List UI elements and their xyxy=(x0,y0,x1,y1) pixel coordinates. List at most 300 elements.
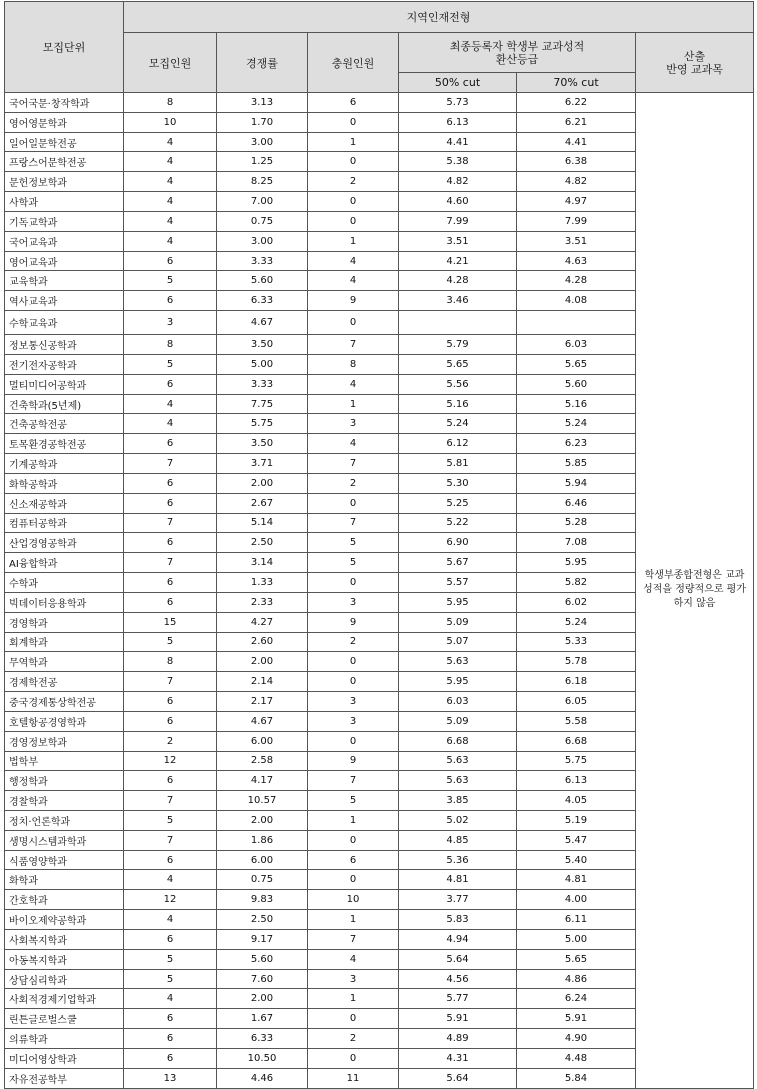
competition-cell: 5.00 xyxy=(217,354,308,374)
cut70-cell: 6.21 xyxy=(517,112,636,132)
cut50-cell: 6.13 xyxy=(399,112,517,132)
cut50-cell: 5.57 xyxy=(399,573,517,593)
recruit-cell: 6 xyxy=(124,929,217,949)
cut70-cell: 5.65 xyxy=(517,354,636,374)
dept-cell: 화학공학과 xyxy=(5,473,124,493)
cut70-cell: 5.24 xyxy=(517,414,636,434)
competition-cell: 3.50 xyxy=(217,434,308,454)
additional-cell: 7 xyxy=(308,513,399,533)
additional-cell: 6 xyxy=(308,850,399,870)
recruit-cell: 7 xyxy=(124,553,217,573)
cut50-cell: 7.99 xyxy=(399,211,517,231)
cut70-cell: 6.13 xyxy=(517,771,636,791)
recruit-cell: 3 xyxy=(124,311,217,335)
additional-cell: 4 xyxy=(308,434,399,454)
cut70-cell: 7.08 xyxy=(517,533,636,553)
cut50-cell: 5.63 xyxy=(399,751,517,771)
cut70-cell: 4.00 xyxy=(517,890,636,910)
additional-cell: 0 xyxy=(308,830,399,850)
dept-cell: 멀티미디어공학과 xyxy=(5,374,124,394)
recruit-cell: 4 xyxy=(124,231,217,251)
cut70-header: 70% cut xyxy=(517,73,636,93)
competition-cell: 3.33 xyxy=(217,374,308,394)
dept-cell: 회계학과 xyxy=(5,632,124,652)
competition-cell: 2.58 xyxy=(217,751,308,771)
cut50-cell: 5.56 xyxy=(399,374,517,394)
competition-cell: 1.70 xyxy=(217,112,308,132)
recruit-cell: 6 xyxy=(124,291,217,311)
cut70-cell: 6.68 xyxy=(517,731,636,751)
cut50-cell: 5.63 xyxy=(399,652,517,672)
dept-cell: 법학부 xyxy=(5,751,124,771)
cut50-cell: 6.03 xyxy=(399,692,517,712)
competition-cell: 2.17 xyxy=(217,692,308,712)
dept-cell: 무역학과 xyxy=(5,652,124,672)
cut70-cell: 4.90 xyxy=(517,1029,636,1049)
recruit-cell: 5 xyxy=(124,271,217,291)
cut50-cell xyxy=(399,311,517,335)
cut50-cell: 4.31 xyxy=(399,1048,517,1068)
cut50-cell: 5.79 xyxy=(399,335,517,355)
additional-cell: 6 xyxy=(308,93,399,113)
cut70-cell: 5.78 xyxy=(517,652,636,672)
recruit-cell: 15 xyxy=(124,612,217,632)
cut70-cell: 5.58 xyxy=(517,711,636,731)
cut50-cell: 5.16 xyxy=(399,394,517,414)
cut50-cell: 5.81 xyxy=(399,454,517,474)
cut50-cell: 5.95 xyxy=(399,592,517,612)
dept-cell: 상담심리학과 xyxy=(5,969,124,989)
recruit-cell: 4 xyxy=(124,989,217,1009)
cut70-cell: 5.47 xyxy=(517,830,636,850)
competition-cell: 10.50 xyxy=(217,1048,308,1068)
competition-cell: 5.60 xyxy=(217,271,308,291)
cut70-cell: 6.02 xyxy=(517,592,636,612)
additional-cell: 0 xyxy=(308,573,399,593)
dept-cell: 문헌정보학과 xyxy=(5,172,124,192)
recruit-cell: 6 xyxy=(124,692,217,712)
competition-cell: 2.00 xyxy=(217,989,308,1009)
competition-cell: 4.27 xyxy=(217,612,308,632)
dept-cell: 경영학과 xyxy=(5,612,124,632)
dept-cell: 경찰학과 xyxy=(5,791,124,811)
cut50-cell: 6.12 xyxy=(399,434,517,454)
additional-cell: 0 xyxy=(308,870,399,890)
recruit-cell: 6 xyxy=(124,493,217,513)
cut70-cell: 5.91 xyxy=(517,1009,636,1029)
competition-cell: 2.50 xyxy=(217,533,308,553)
dept-cell: 호텔항공경영학과 xyxy=(5,711,124,731)
dept-cell: 국어국문·창작학과 xyxy=(5,93,124,113)
table-body xyxy=(5,93,754,1089)
recruit-cell: 10 xyxy=(124,112,217,132)
cut70-cell: 5.85 xyxy=(517,454,636,474)
recruit-cell: 8 xyxy=(124,652,217,672)
cut50-cell: 4.81 xyxy=(399,870,517,890)
competition-cell: 3.50 xyxy=(217,335,308,355)
competition-cell: 0.75 xyxy=(217,870,308,890)
cut70-cell: 4.41 xyxy=(517,132,636,152)
dept-cell: 간호학과 xyxy=(5,890,124,910)
additional-cell: 0 xyxy=(308,211,399,231)
additional-cell: 5 xyxy=(308,553,399,573)
cut50-cell: 5.67 xyxy=(399,553,517,573)
cut50-cell: 5.38 xyxy=(399,152,517,172)
group-header: 지역인재전형 xyxy=(124,2,754,33)
cut50-cell: 5.07 xyxy=(399,632,517,652)
additional-cell: 11 xyxy=(308,1068,399,1088)
cut50-cell: 5.22 xyxy=(399,513,517,533)
recruit-cell: 6 xyxy=(124,1048,217,1068)
competition-cell: 7.00 xyxy=(217,192,308,212)
dept-cell: 산업경영공학과 xyxy=(5,533,124,553)
competition-cell: 3.33 xyxy=(217,251,308,271)
cut70-cell: 6.22 xyxy=(517,93,636,113)
additional-cell: 3 xyxy=(308,414,399,434)
cut50-cell: 3.46 xyxy=(399,291,517,311)
recruit-cell: 5 xyxy=(124,354,217,374)
cut70-cell: 4.86 xyxy=(517,969,636,989)
dept-cell: AI융합학과 xyxy=(5,553,124,573)
additional-cell: 3 xyxy=(308,711,399,731)
cut70-cell: 7.99 xyxy=(517,211,636,231)
cut70-cell: 4.63 xyxy=(517,251,636,271)
recruit-cell: 7 xyxy=(124,672,217,692)
competition-cell: 6.33 xyxy=(217,1029,308,1049)
cut70-cell: 4.05 xyxy=(517,791,636,811)
additional-header: 충원인원 xyxy=(308,33,399,93)
cut70-cell: 5.24 xyxy=(517,612,636,632)
cut70-cell: 5.95 xyxy=(517,553,636,573)
dept-cell: 빅데이터응용학과 xyxy=(5,592,124,612)
cut50-cell: 4.41 xyxy=(399,132,517,152)
recruit-cell: 6 xyxy=(124,1029,217,1049)
dept-cell: 의류학과 xyxy=(5,1029,124,1049)
recruit-cell: 5 xyxy=(124,949,217,969)
additional-cell: 4 xyxy=(308,949,399,969)
cut70-cell: 5.19 xyxy=(517,810,636,830)
cut70-cell: 5.16 xyxy=(517,394,636,414)
cut50-cell: 5.24 xyxy=(399,414,517,434)
cut70-cell: 5.40 xyxy=(517,850,636,870)
recruit-cell: 7 xyxy=(124,454,217,474)
cut50-cell: 5.64 xyxy=(399,949,517,969)
competition-cell: 9.83 xyxy=(217,890,308,910)
dept-cell: 수학과 xyxy=(5,573,124,593)
recruit-cell: 6 xyxy=(124,533,217,553)
dept-cell: 아동복지학과 xyxy=(5,949,124,969)
competition-cell: 3.14 xyxy=(217,553,308,573)
cut50-cell: 5.73 xyxy=(399,93,517,113)
competition-cell: 4.67 xyxy=(217,311,308,335)
dept-cell: 자유전공학부 xyxy=(5,1068,124,1088)
additional-cell: 10 xyxy=(308,890,399,910)
additional-cell: 0 xyxy=(308,112,399,132)
additional-cell: 2 xyxy=(308,473,399,493)
recruit-cell: 12 xyxy=(124,751,217,771)
additional-cell: 1 xyxy=(308,394,399,414)
competition-cell: 2.00 xyxy=(217,473,308,493)
recruit-cell: 7 xyxy=(124,513,217,533)
competition-cell: 3.00 xyxy=(217,132,308,152)
cut50-cell: 5.36 xyxy=(399,850,517,870)
cut50-cell: 5.02 xyxy=(399,810,517,830)
recruit-cell: 4 xyxy=(124,910,217,930)
cut50-cell: 5.63 xyxy=(399,771,517,791)
cut70-cell: 5.65 xyxy=(517,949,636,969)
dept-header: 모집단위 xyxy=(5,2,124,93)
additional-cell: 9 xyxy=(308,612,399,632)
additional-cell: 7 xyxy=(308,771,399,791)
dept-cell: 일어일문학전공 xyxy=(5,132,124,152)
recruit-cell: 6 xyxy=(124,473,217,493)
competition-cell: 8.25 xyxy=(217,172,308,192)
dept-cell: 역사교육과 xyxy=(5,291,124,311)
additional-cell: 0 xyxy=(308,731,399,751)
competition-cell: 7.75 xyxy=(217,394,308,414)
additional-cell: 7 xyxy=(308,335,399,355)
dept-cell: 건축공학전공 xyxy=(5,414,124,434)
recruit-cell: 4 xyxy=(124,414,217,434)
cut70-cell: 5.84 xyxy=(517,1068,636,1088)
additional-cell: 2 xyxy=(308,1029,399,1049)
competition-cell: 3.13 xyxy=(217,93,308,113)
admissions-table xyxy=(4,1,754,1089)
cut70-cell xyxy=(517,311,636,335)
competition-cell: 2.14 xyxy=(217,672,308,692)
competition-cell: 0.75 xyxy=(217,211,308,231)
cut50-cell: 5.65 xyxy=(399,354,517,374)
dept-cell: 교육학과 xyxy=(5,271,124,291)
grade-header xyxy=(399,33,636,73)
dept-cell: 미디어영상학과 xyxy=(5,1048,124,1068)
subjects-header-line2: 반영 교과목 xyxy=(666,62,723,76)
dept-cell: 중국경제통상학전공 xyxy=(5,692,124,712)
competition-cell: 3.00 xyxy=(217,231,308,251)
dept-cell: 영어영문학과 xyxy=(5,112,124,132)
cut50-cell: 4.89 xyxy=(399,1029,517,1049)
cut70-cell: 5.33 xyxy=(517,632,636,652)
additional-cell: 7 xyxy=(308,929,399,949)
dept-cell: 사회복지학과 xyxy=(5,929,124,949)
cut50-cell: 4.85 xyxy=(399,830,517,850)
additional-cell: 9 xyxy=(308,291,399,311)
cut50-cell: 5.09 xyxy=(399,612,517,632)
recruit-cell: 5 xyxy=(124,810,217,830)
recruit-cell: 4 xyxy=(124,192,217,212)
dept-cell: 정보통신공학과 xyxy=(5,335,124,355)
cut50-cell: 4.21 xyxy=(399,251,517,271)
additional-cell: 3 xyxy=(308,592,399,612)
cut70-cell: 5.28 xyxy=(517,513,636,533)
dept-cell: 전기전자공학과 xyxy=(5,354,124,374)
recruit-cell: 4 xyxy=(124,394,217,414)
additional-cell: 7 xyxy=(308,454,399,474)
cut50-cell: 4.94 xyxy=(399,929,517,949)
cut70-cell: 5.75 xyxy=(517,751,636,771)
cut70-cell: 5.82 xyxy=(517,573,636,593)
recruit-cell: 6 xyxy=(124,771,217,791)
competition-cell: 1.25 xyxy=(217,152,308,172)
dept-cell: 사학과 xyxy=(5,192,124,212)
dept-cell: 신소재공학과 xyxy=(5,493,124,513)
additional-cell: 9 xyxy=(308,751,399,771)
cut50-cell: 5.91 xyxy=(399,1009,517,1029)
additional-cell: 0 xyxy=(308,152,399,172)
competition-cell: 2.67 xyxy=(217,493,308,513)
recruit-cell: 6 xyxy=(124,374,217,394)
additional-cell: 2 xyxy=(308,632,399,652)
cut50-cell: 3.85 xyxy=(399,791,517,811)
competition-cell: 5.75 xyxy=(217,414,308,434)
additional-cell: 1 xyxy=(308,132,399,152)
dept-cell: 컴퓨터공학과 xyxy=(5,513,124,533)
competition-cell: 2.33 xyxy=(217,592,308,612)
dept-cell: 정치·언론학과 xyxy=(5,810,124,830)
recruit-cell: 4 xyxy=(124,172,217,192)
additional-cell: 5 xyxy=(308,533,399,553)
cut70-cell: 6.24 xyxy=(517,989,636,1009)
cut50-cell: 3.77 xyxy=(399,890,517,910)
competition-cell: 1.67 xyxy=(217,1009,308,1029)
cut50-cell: 5.64 xyxy=(399,1068,517,1088)
recruit-cell: 7 xyxy=(124,791,217,811)
subjects-note: 학생부종합전형은 교과성적을 정량적으로 평가하지 않음 xyxy=(636,93,754,1089)
additional-cell: 0 xyxy=(308,311,399,335)
cut50-cell: 6.90 xyxy=(399,533,517,553)
additional-cell: 0 xyxy=(308,1048,399,1068)
recruit-cell: 7 xyxy=(124,830,217,850)
dept-cell: 생명시스템과학과 xyxy=(5,830,124,850)
competition-cell: 2.00 xyxy=(217,810,308,830)
cut70-cell: 6.38 xyxy=(517,152,636,172)
cut50-cell: 4.28 xyxy=(399,271,517,291)
cut70-cell: 3.51 xyxy=(517,231,636,251)
cut70-cell: 6.46 xyxy=(517,493,636,513)
recruit-cell: 12 xyxy=(124,890,217,910)
additional-cell: 3 xyxy=(308,969,399,989)
cut70-cell: 6.18 xyxy=(517,672,636,692)
recruit-cell: 5 xyxy=(124,969,217,989)
grade-header-line2: 환산등급 xyxy=(495,52,539,66)
competition-cell: 2.00 xyxy=(217,652,308,672)
additional-cell: 4 xyxy=(308,271,399,291)
recruit-cell: 6 xyxy=(124,573,217,593)
cut70-cell: 4.82 xyxy=(517,172,636,192)
dept-cell: 프랑스어문학전공 xyxy=(5,152,124,172)
cut50-cell: 5.25 xyxy=(399,493,517,513)
cut70-cell: 4.48 xyxy=(517,1048,636,1068)
cut70-cell: 5.00 xyxy=(517,929,636,949)
competition-cell: 9.17 xyxy=(217,929,308,949)
additional-cell: 1 xyxy=(308,231,399,251)
cut50-cell: 5.30 xyxy=(399,473,517,493)
recruit-cell: 2 xyxy=(124,731,217,751)
cut50-cell: 5.77 xyxy=(399,989,517,1009)
competition-cell: 4.67 xyxy=(217,711,308,731)
recruit-cell: 6 xyxy=(124,434,217,454)
cut50-cell: 4.56 xyxy=(399,969,517,989)
recruit-cell: 6 xyxy=(124,850,217,870)
dept-cell: 린튼글로벌스쿨 xyxy=(5,1009,124,1029)
cut70-cell: 4.08 xyxy=(517,291,636,311)
competition-cell: 5.60 xyxy=(217,949,308,969)
competition-cell: 2.50 xyxy=(217,910,308,930)
dept-cell: 화학과 xyxy=(5,870,124,890)
cut70-cell: 5.60 xyxy=(517,374,636,394)
competition-cell: 3.71 xyxy=(217,454,308,474)
cut50-cell: 6.68 xyxy=(399,731,517,751)
recruit-cell: 8 xyxy=(124,93,217,113)
competition-cell: 1.86 xyxy=(217,830,308,850)
recruit-cell: 4 xyxy=(124,132,217,152)
competition-cell: 6.00 xyxy=(217,731,308,751)
dept-cell: 바이오제약공학과 xyxy=(5,910,124,930)
recruit-cell: 6 xyxy=(124,711,217,731)
additional-cell: 0 xyxy=(308,672,399,692)
recruit-cell: 4 xyxy=(124,211,217,231)
competition-cell: 6.33 xyxy=(217,291,308,311)
cut70-cell: 5.94 xyxy=(517,473,636,493)
cut70-cell: 6.11 xyxy=(517,910,636,930)
cut50-cell: 5.83 xyxy=(399,910,517,930)
table-row xyxy=(5,93,754,113)
dept-cell: 건축학과(5년제) xyxy=(5,394,124,414)
competition-cell: 2.60 xyxy=(217,632,308,652)
cut70-cell: 6.23 xyxy=(517,434,636,454)
dept-cell: 국어교육과 xyxy=(5,231,124,251)
additional-cell: 1 xyxy=(308,910,399,930)
competition-cell: 10.57 xyxy=(217,791,308,811)
competition-cell: 7.60 xyxy=(217,969,308,989)
competition-cell: 6.00 xyxy=(217,850,308,870)
additional-cell: 1 xyxy=(308,989,399,1009)
cut50-cell: 4.82 xyxy=(399,172,517,192)
cut70-cell: 4.81 xyxy=(517,870,636,890)
recruit-cell: 5 xyxy=(124,632,217,652)
recruit-cell: 6 xyxy=(124,251,217,271)
dept-cell: 행정학과 xyxy=(5,771,124,791)
subjects-header-line1: 산출 xyxy=(683,49,706,63)
dept-cell: 수학교육과 xyxy=(5,311,124,335)
grade-header-line1: 최종등록자 학생부 교과성적 xyxy=(449,39,585,53)
cut50-header: 50% cut xyxy=(399,73,517,93)
competition-cell: 4.17 xyxy=(217,771,308,791)
competition-cell: 1.33 xyxy=(217,573,308,593)
cut50-cell: 4.60 xyxy=(399,192,517,212)
cut70-cell: 4.28 xyxy=(517,271,636,291)
dept-cell: 경영정보학과 xyxy=(5,731,124,751)
competition-cell: 4.46 xyxy=(217,1068,308,1088)
recruit-cell: 4 xyxy=(124,152,217,172)
competition-header: 경쟁률 xyxy=(217,33,308,93)
dept-cell: 경제학전공 xyxy=(5,672,124,692)
additional-cell: 5 xyxy=(308,791,399,811)
additional-cell: 8 xyxy=(308,354,399,374)
cut70-cell: 6.05 xyxy=(517,692,636,712)
additional-cell: 1 xyxy=(308,810,399,830)
additional-cell: 4 xyxy=(308,374,399,394)
additional-cell: 2 xyxy=(308,172,399,192)
cut50-cell: 5.95 xyxy=(399,672,517,692)
recruit-cell: 6 xyxy=(124,1009,217,1029)
dept-cell: 사회적경제기업학과 xyxy=(5,989,124,1009)
dept-cell: 식품영양학과 xyxy=(5,850,124,870)
recruit-cell: 4 xyxy=(124,870,217,890)
recruit-cell: 6 xyxy=(124,592,217,612)
additional-cell: 0 xyxy=(308,1009,399,1029)
cut70-cell: 6.03 xyxy=(517,335,636,355)
